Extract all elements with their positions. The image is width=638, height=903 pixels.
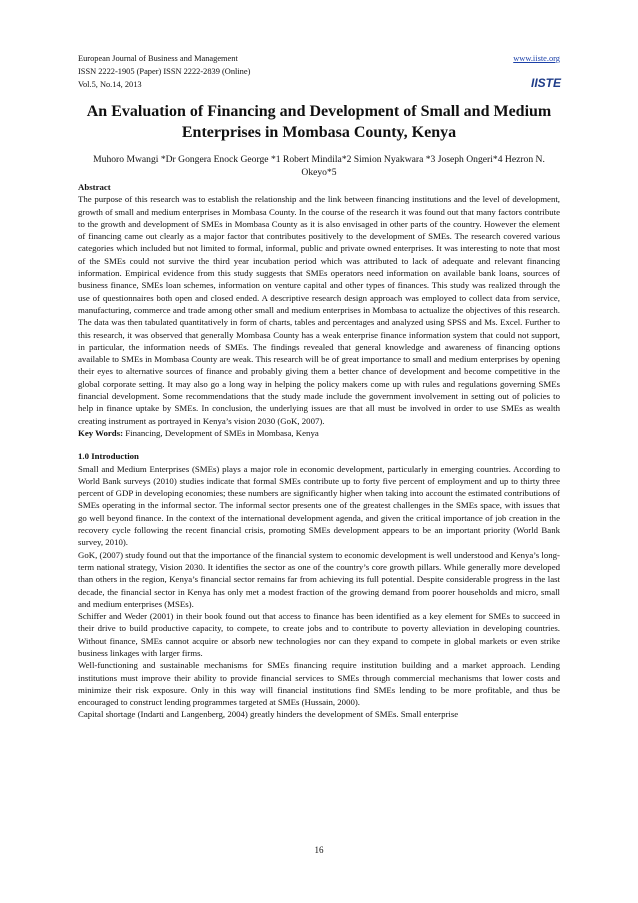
paper-title: An Evaluation of Financing and Development of Small and Medium Enterprises in Mombasa County, Kenya <box>86 103 552 141</box>
introduction-paragraph: GoK, (2007) study found out that the importance of the financial system to economic development is well understood and Kenya’s long-term national strategy, Vision 2030. It identifies the sector as one of the country’s core growth pillars. While generally more developed than others in the region, Kenya’s financial sector remains far from achieving its full potential. Despite considerable progress in the last decade, the financial sector in Kenya has only met a modest fraction of the growing demand from poorer households and micro, small and medium enterprises (MSEs). <box>78 549 560 609</box>
journal-volume: Vol.5, No.14, 2013 <box>78 80 142 89</box>
iiste-logo-icon <box>529 72 563 92</box>
paper-body <box>78 181 560 721</box>
page-number: 16 <box>314 845 324 855</box>
abstract-text: The purpose of this research was to establish the relationship and the link between financing institutions and the level of development, growth of small and medium enterprises in Mombasa County. In the course of the research it was found out that many factors contribute to the growth and development of SMEs in Mombasa County as it is also envisaged in other parts of the country. However the element of financing came out clearly as a major factor that contributes positively to the development of SMEs. The research covered various categories which included but not limited to formal, informal, public and private owned enterprises. It was interesting to note that most of the SMEs could not survive the third year incubation period which was attributed to lack of adequate and relevant financing information. Empirical evidence from this study suggests that SMEs operators need information on available bank loans, sources of business finance, SMEs loan schemes, information on venture capital and other types of finances. This study was realized through the use of questionnaires both open and closed ended. A descriptive research design approach was employed to collect data from service, manufacturing, commerce and trade among other small and medium enterprises in Mombasa to actualize the objectives of this research. The data was then tabulated quantitatively in form of charts, tables and percentages and analyzed using SPSS and Ms. Excel. Further to this research, it was observed that generally Mombasa County has a weak enterprise finance information system that could not support, in particular, the information needs of SMEs. The findings revealed that general knowledge and awareness of financing options available to SMEs in Mombasa County are weak. This research will be of great importance to small and medium enterprises by opening their eyes to alternative sources of finance and probably giving them a better chance of development and become competitive in the global corporate setting. It may also go a long way in helping the policy makers come up with rules and regulations governing SMEs financial development. Some recommendations that the study made include the government involvement in setting out of policies to help in finance uptake by SMEs. In conclusion, the underlying issues are that all must be involved in order to use SMEs as wealth creating instrument as portrayed in Kenya’s vision 2030 (GoK, 2007). <box>78 194 560 426</box>
journal-header <box>78 52 560 91</box>
keywords-text: Financing, Development of SMEs in Mombasa, Kenya <box>123 427 319 438</box>
abstract-heading: Abstract <box>78 182 111 192</box>
journal-url-link[interactable]: www.iiste.org <box>513 54 560 63</box>
journal-name: European Journal of Business and Management <box>78 54 238 63</box>
introduction-paragraph: Small and Medium Enterprises (SMEs) plays a major role in economic development, particularly in emerging countries. According to World Bank surveys (2010) studies indicate that formal SMEs contribute up to forty five percent of employment and up to thirty three percent of GDP in developing economies; these numbers are significantly higher when taking into account the estimated contributions of SMEs operating in the informal sector. The informal sector presents one of the greatest challenges in the SMEs space, with issues that go well beyond finance. In the context of the international development agenda, and given the critical importance of job creation in the recovery cycle following the recent financial crisis, promoting SMEs development appears to be an important priority (World Bank survey, 2010). <box>78 463 560 548</box>
introduction-paragraph: Schiffer and Weder (2001) in their book found out that access to finance has been identified as a key element for SMEs to succeed in their drive to build productive capacity, to compete, to create jobs and to contribute to poverty alleviation in developing countries. Without finance, SMEs cannot acquire or absorb new technologies nor can they expand to compete in global markets or even strike business linkages with larger firms. <box>78 611 560 658</box>
introduction-heading: 1.0 Introduction <box>78 451 139 462</box>
journal-issn: ISSN 2222-1905 (Paper) ISSN 2222-2839 (Online) <box>78 67 251 76</box>
introduction-paragraph: Well-functioning and sustainable mechanisms for SMEs financing require institution building and a market approach. Lending institutions must improve their ability to provide financial services to SMEs through commercial mechanisms that lower costs and minimize their risk exposure. Only in this way will financial institutions find SMEs lending to be more profitable, and thus be encouraged to construct lending programmes targeted at SMEs (Hussain, 2000). <box>78 660 560 708</box>
introduction-paragraph: Capital shortage (Indarti and Langenberg, 2004) greatly hinders the development of SMEs. Small enterprise <box>78 709 459 720</box>
keywords-line <box>78 427 560 439</box>
svg-text:IISTE: IISTE <box>530 76 562 90</box>
keywords-label: Key Words: <box>78 427 124 438</box>
author-list: Muhoro Mwangi *Dr Gongera Enock George *1 Robert Mindila*2 Simion Nyakwara *3 Joseph Ongeri*4 Hezron N. Okeyo*5 <box>93 154 545 178</box>
